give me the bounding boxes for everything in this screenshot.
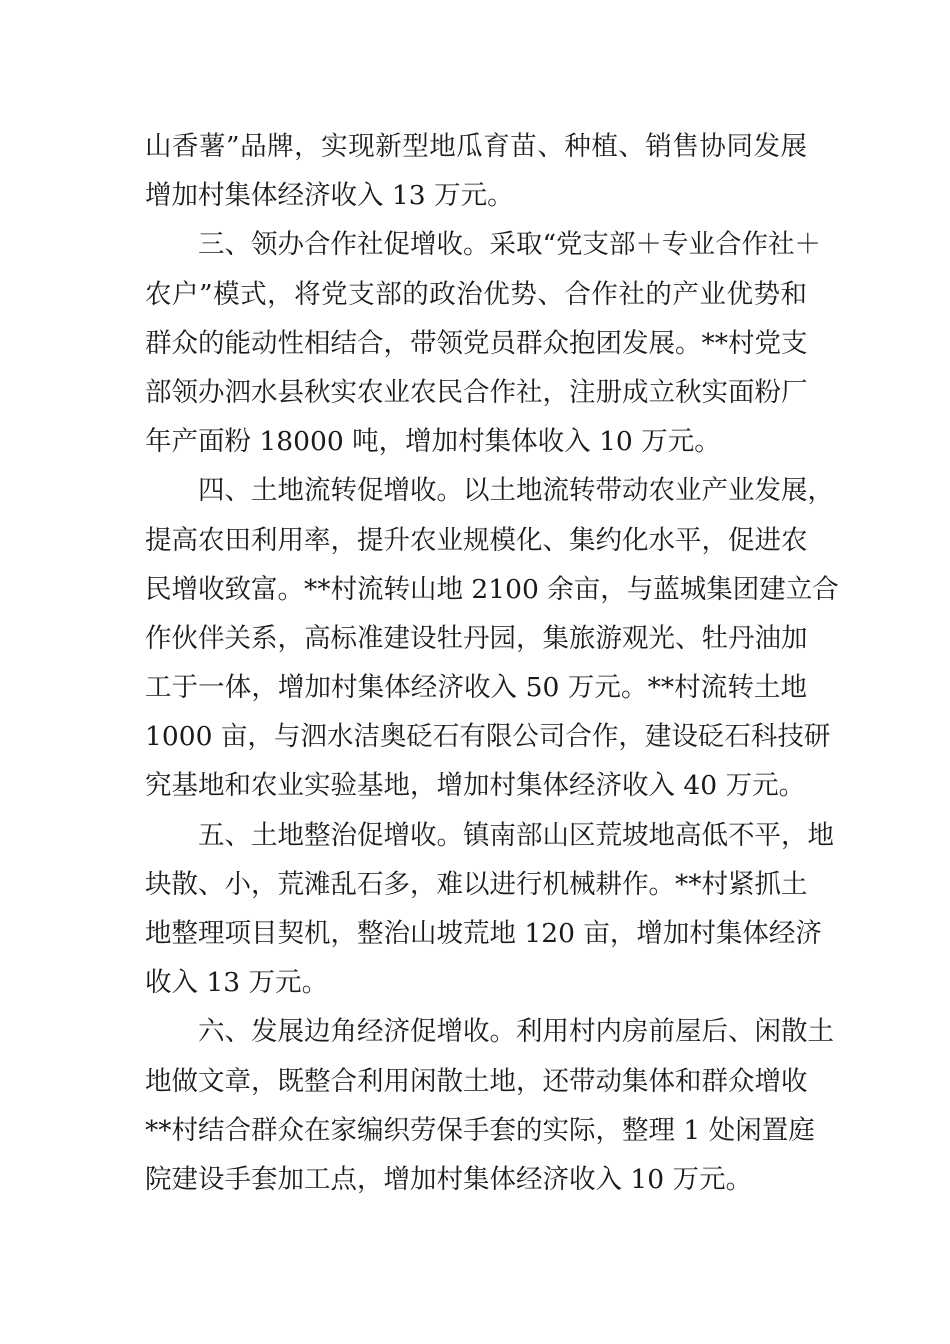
text-line: 六、发展边角经济促增收。利用村内房前屋后、闲散土 [145,1016,834,1048]
text-line: 究基地和农业实验基地，增加村集体经济收入 40 万元。 [145,770,806,802]
text-line: 部领办泗水县秋实农业农民合作社，注册成立秋实面粉厂 [145,376,808,408]
text-line: 块散、小，荒滩乱石多，难以进行机械耕作。**村紧抓土 [145,868,808,900]
paragraph-marginal-economy [145,1007,834,1204]
paragraph-land-remediation [145,811,834,1008]
text-line: 地做文章，既整合利用闲散土地，还带动集体和群众增收 [145,1065,808,1097]
text-line: 作伙伴关系，高标准建设牡丹园，集旅游观光、牡丹油加 [145,622,808,654]
text-line: 三、领办合作社促增收。采取“党支部＋专业合作社＋ [145,229,822,261]
text-line: 山香薯”品牌，实现新型地瓜育苗、种植、销售协同发展 [145,131,807,162]
text-line: 群众的能动性相结合，带领党员群众抱团发展。**村党支 [145,327,808,359]
text-line: **村结合群众在家编织劳保手套的实际，整理 1 处闲置庭 [145,1114,815,1146]
paragraph-sweet-potato-brand [145,122,807,220]
text-line: 农户”模式，将党支部的政治优势、合作社的产业优势和 [145,278,807,310]
paragraph-land-transfer [145,466,839,810]
text-line: 增加村集体经济收入 13 万元。 [145,180,514,212]
text-line: 收入 13 万元。 [145,967,329,999]
text-line: 四、土地流转促增收。以土地流转带动农业产业发展， [145,475,834,507]
text-line: 年产面粉 18000 吨，增加村集体收入 10 万元。 [145,426,721,458]
document-body [145,122,839,1204]
text-line: 民增收致富。**村流转山地 2100 余亩，与蓝城集团建立合 [145,573,839,605]
text-line: 1000 亩，与泗水洁奥砭石有限公司合作，建设砭石科技研 [145,721,831,753]
text-line: 工于一体，增加村集体经济收入 50 万元。**村流转土地 [145,672,807,704]
text-line: 五、土地整治促增收。镇南部山区荒坡地高低不平，地 [145,819,834,851]
paragraph-cooperative [145,220,822,466]
text-line: 提高农田利用率，提升农业规模化、集约化水平，促进农 [145,524,808,556]
text-line: 地整理项目契机，整治山坡荒地 120 亩，增加村集体经济 [145,918,822,949]
text-line: 院建设手套加工点，增加村集体经济收入 10 万元。 [145,1163,753,1195]
